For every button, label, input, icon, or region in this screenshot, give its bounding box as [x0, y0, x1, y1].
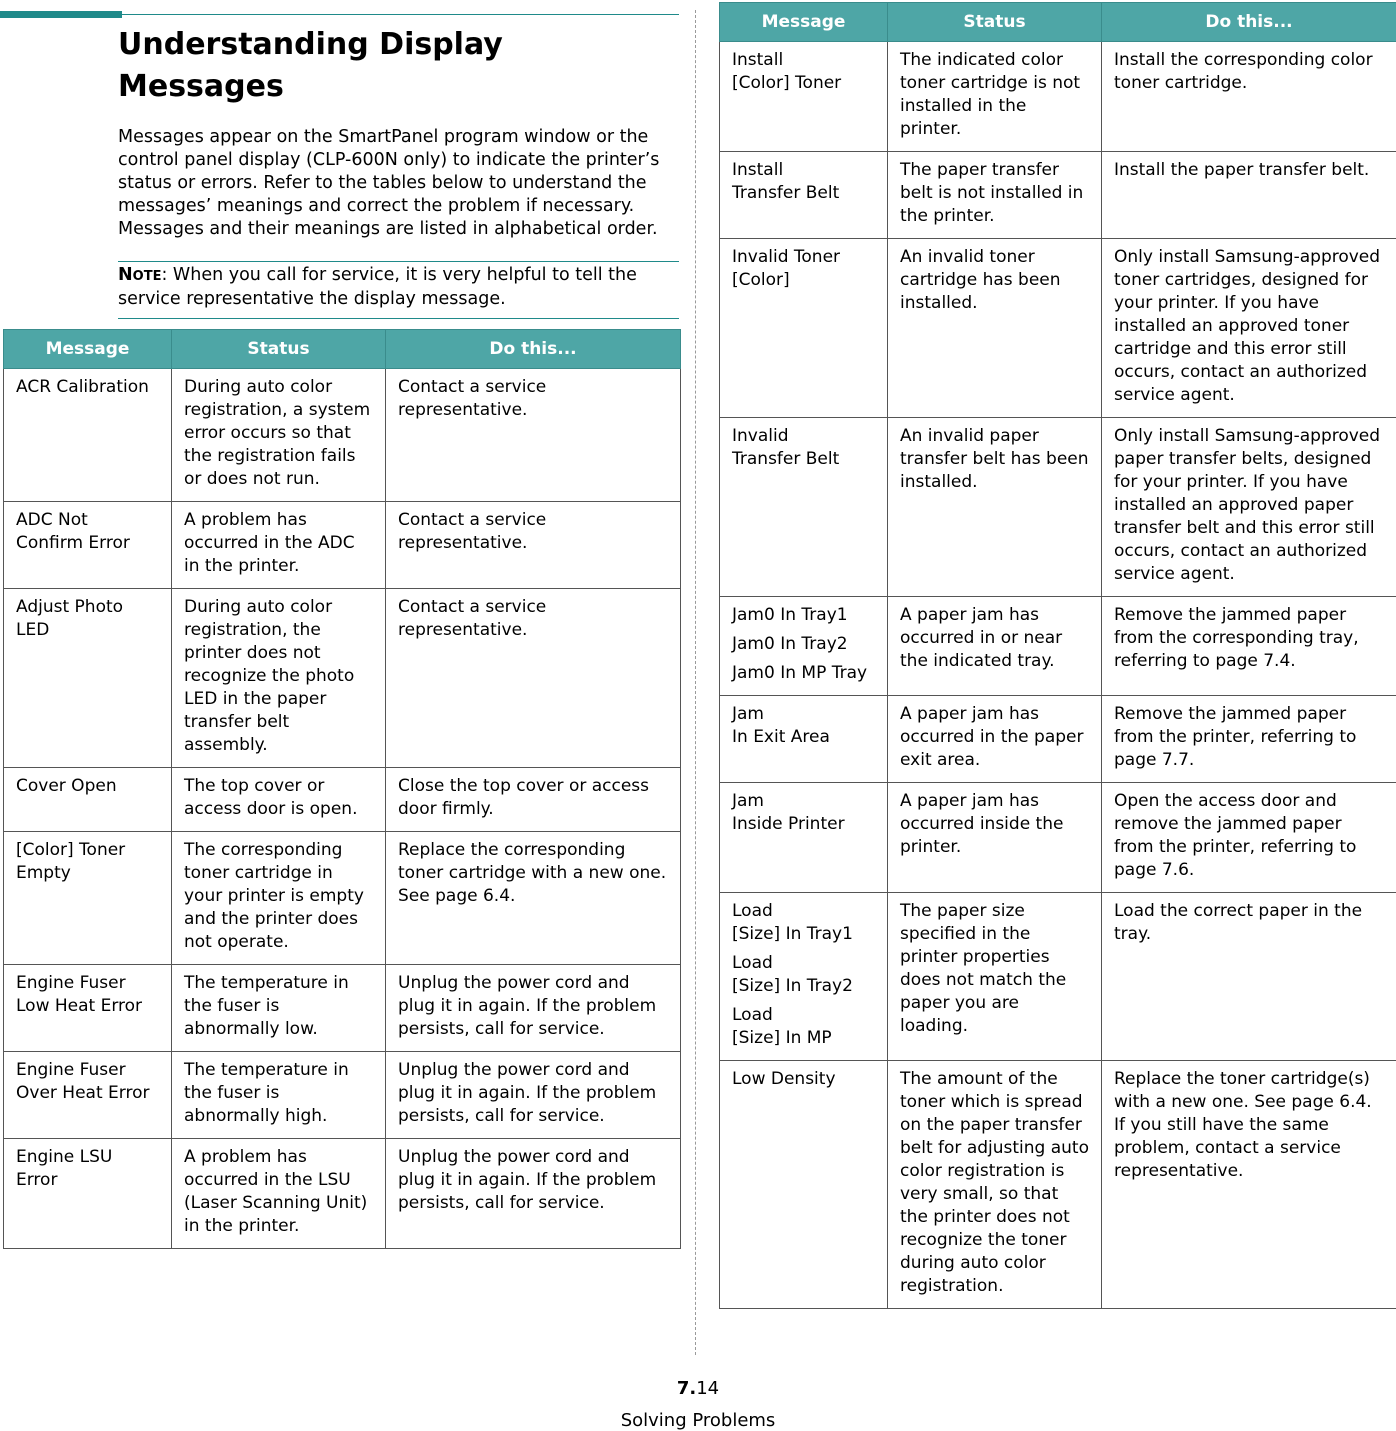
status-cell: The paper transfer belt is not installed in the printer.: [888, 152, 1102, 239]
message-cell: [4, 589, 172, 768]
action-cell: Replace the corresponding toner cartridge with a new one. See page 6.4.: [386, 832, 681, 965]
message-cell: [4, 502, 172, 589]
table-row: [720, 893, 1396, 1061]
page-title: Understanding Display Messages: [118, 27, 503, 104]
table-row: [4, 965, 681, 1052]
status-cell: A problem has occurred in the LSU (Laser Scanning Unit) in the printer.: [172, 1139, 386, 1249]
action-cell: Install the paper transfer belt.: [1102, 152, 1396, 239]
header-status: Status: [172, 330, 386, 369]
status-cell: During auto color registration, a system error occurs so that the registration fails or does not run.: [172, 369, 386, 502]
message-line: LED: [16, 620, 50, 640]
table-row: [4, 768, 681, 832]
message-line: Load: [732, 901, 773, 921]
message-cell: [720, 42, 888, 152]
action-cell: Unplug the power cord and plug it in again. If the problem persists, call for service.: [386, 1139, 681, 1249]
message-line: [Color]: [732, 270, 790, 290]
table-row: [720, 783, 1396, 893]
message-line: In Exit Area: [732, 727, 830, 747]
action-cell: Unplug the power cord and plug it in again. If the problem persists, call for service.: [386, 1052, 681, 1139]
action-cell: Contact a service representative.: [386, 589, 681, 768]
message-line: [Size] In MP: [732, 1028, 832, 1048]
message-line: Transfer Belt: [732, 449, 840, 469]
header-action: Do this...: [1102, 3, 1396, 42]
table-row: [720, 597, 1396, 696]
status-cell: The corresponding toner cartridge in your printer is empty and the printer does not operate.: [172, 832, 386, 965]
message-cell: [720, 597, 888, 696]
message-line: Install: [732, 160, 784, 180]
action-cell: Only install Samsung-approved toner cartridges, designed for your printer. If you have installed an approved toner cartridge and this error still occurs, contact an authorized service agent.: [1102, 239, 1396, 418]
table-row: [4, 369, 681, 502]
message-line: Invalid: [732, 426, 789, 446]
message-cell: [720, 1061, 888, 1309]
message-cell: [720, 696, 888, 783]
message-line: Empty: [16, 863, 71, 883]
table-row: [720, 239, 1396, 418]
action-cell: Remove the jammed paper from the printer, referring to page 7.7.: [1102, 696, 1396, 783]
message-line: Low Heat Error: [16, 996, 143, 1016]
intro-paragraph: Messages appear on the SmartPanel program window or the control panel display (CLP-600N only) to indicate the printer’s status or errors. Refer to the tables below to understand the messages’ meanings and correct the problem if necessary. Messages and their meanings are listed in alphabetical order.: [118, 127, 660, 239]
messages-table-left: [3, 329, 681, 1249]
action-cell: Load the correct paper in the tray.: [1102, 893, 1396, 1061]
message-line: Install: [732, 50, 784, 70]
messages-table-right: [719, 2, 1396, 1309]
status-cell: During auto color registration, the printer does not recognize the photo LED in the paper transfer belt assembly.: [172, 589, 386, 768]
message-line: Adjust Photo: [16, 597, 124, 617]
message-line: Load: [732, 953, 773, 973]
table-header-row: [4, 330, 681, 369]
message-line: [Size] In Tray1: [732, 924, 853, 944]
message-line: Error: [16, 1170, 58, 1190]
status-cell: An invalid paper transfer belt has been installed.: [888, 418, 1102, 597]
header-action: Do this...: [386, 330, 681, 369]
status-cell: A paper jam has occurred in the paper exit area.: [888, 696, 1102, 783]
status-cell: The paper size specified in the printer properties does not match the paper you are loading.: [888, 893, 1102, 1061]
status-cell: The top cover or access door is open.: [172, 768, 386, 832]
action-cell: Replace the toner cartridge(s) with a new one. See page 6.4. If you still have the same problem, contact a service representative.: [1102, 1061, 1396, 1309]
status-cell: The temperature in the fuser is abnormally high.: [172, 1052, 386, 1139]
table-row: [4, 1052, 681, 1139]
page-number: 7.14: [676, 1378, 720, 1399]
message-cell: [4, 768, 172, 832]
message-line: Confirm Error: [16, 533, 130, 553]
status-cell: The amount of the toner which is spread on the paper transfer belt for adjusting auto color registration is very small, so that the printer does not recognize the toner during auto color registration.: [888, 1061, 1102, 1309]
message-line: Low Density: [732, 1069, 836, 1089]
table-row: [720, 42, 1396, 152]
table-row: [4, 832, 681, 965]
message-line: Engine Fuser: [16, 1060, 126, 1080]
column-divider: [695, 10, 696, 1355]
header-message: Message: [4, 330, 172, 369]
message-cell: [720, 783, 888, 893]
message-line: Jam0 In Tray1: [732, 605, 848, 625]
note-text: : When you call for service, it is very helpful to tell the service representative the display message.: [118, 265, 637, 309]
note-box: [118, 261, 679, 319]
table-row: [4, 589, 681, 768]
message-cell: [4, 965, 172, 1052]
message-line: Jam0 In Tray2: [732, 634, 848, 654]
message-cell: [4, 832, 172, 965]
message-line: ADC Not: [16, 510, 88, 530]
message-line: Jam: [732, 791, 764, 811]
message-line: Inside Printer: [732, 814, 845, 834]
message-line: Jam0 In MP Tray: [732, 663, 868, 683]
header-message: Message: [720, 3, 888, 42]
message-cell: [720, 152, 888, 239]
message-line: Transfer Belt: [732, 183, 840, 203]
message-line: Over Heat Error: [16, 1083, 150, 1103]
action-cell: Install the corresponding color toner cartridge.: [1102, 42, 1396, 152]
status-cell: An invalid toner cartridge has been installed.: [888, 239, 1102, 418]
table-row: [720, 696, 1396, 783]
header-status: Status: [888, 3, 1102, 42]
header-rule: [122, 14, 679, 15]
section-name: Solving Problems: [620, 1410, 776, 1431]
message-cell: [4, 1052, 172, 1139]
message-line: Engine LSU: [16, 1147, 113, 1167]
message-line: [Color] Toner: [16, 840, 126, 860]
status-cell: A paper jam has occurred inside the printer.: [888, 783, 1102, 893]
header-accent-bar: [0, 11, 122, 18]
left-column-text: [118, 24, 679, 319]
message-line: Cover Open: [16, 776, 117, 796]
table-row: [4, 1139, 681, 1249]
message-cell: [720, 893, 888, 1061]
table-row: [720, 1061, 1396, 1309]
message-line: Load: [732, 1005, 773, 1025]
table-row: [720, 418, 1396, 597]
table-row: [4, 502, 681, 589]
message-line: ACR Calibration: [16, 377, 149, 397]
status-cell: A paper jam has occurred in or near the indicated tray.: [888, 597, 1102, 696]
table-row: [720, 152, 1396, 239]
message-line: [Size] In Tray2: [732, 976, 853, 996]
status-cell: A problem has occurred in the ADC in the printer.: [172, 502, 386, 589]
table-header-row: [720, 3, 1396, 42]
message-cell: [720, 239, 888, 418]
message-cell: [4, 369, 172, 502]
message-cell: [4, 1139, 172, 1249]
action-cell: Open the access door and remove the jammed paper from the printer, referring to page 7.6.: [1102, 783, 1396, 893]
message-line: [Color] Toner: [732, 73, 842, 93]
message-cell: [720, 418, 888, 597]
message-line: Invalid Toner: [732, 247, 841, 267]
note-label: NOTE: [118, 265, 162, 285]
action-cell: Remove the jammed paper from the corresponding tray, referring to page 7.4.: [1102, 597, 1396, 696]
action-cell: Unplug the power cord and plug it in again. If the problem persists, call for service.: [386, 965, 681, 1052]
action-cell: Contact a service representative.: [386, 502, 681, 589]
action-cell: Close the top cover or access door firmly.: [386, 768, 681, 832]
status-cell: The temperature in the fuser is abnormally low.: [172, 965, 386, 1052]
message-line: Jam: [732, 704, 764, 724]
action-cell: Contact a service representative.: [386, 369, 681, 502]
message-line: Engine Fuser: [16, 973, 126, 993]
status-cell: The indicated color toner cartridge is not installed in the printer.: [888, 42, 1102, 152]
action-cell: Only install Samsung-approved paper transfer belts, designed for your printer. If you have installed an approved paper transfer belt and this error still occurs, contact an authorized service agent.: [1102, 418, 1396, 597]
